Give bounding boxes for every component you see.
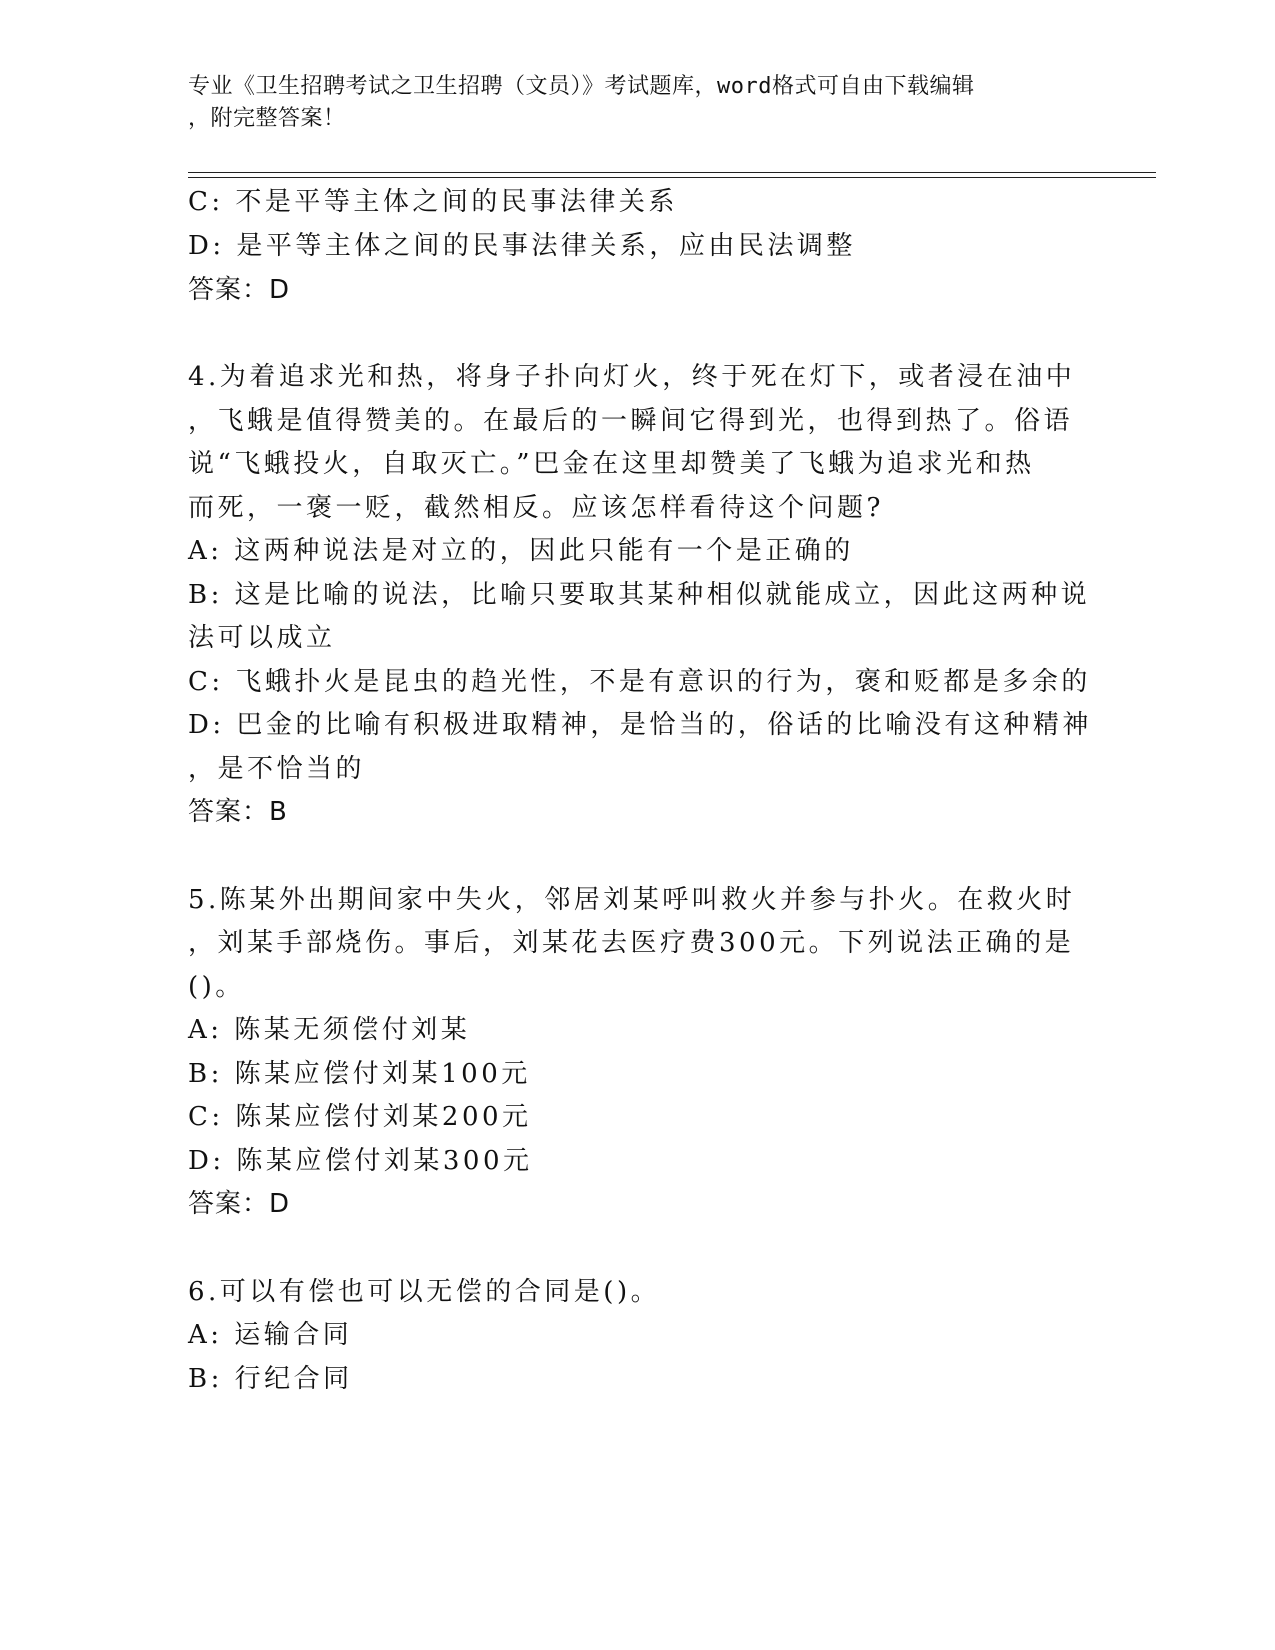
document-header-line-1: 专业《卫生招聘考试之卫生招聘（文员）》考试题库，word格式可自由下载编辑	[188, 74, 975, 99]
q6-stem-line-1: 6.可以有偿也可以无偿的合同是()。	[188, 1277, 661, 1307]
q4-stem-line-4: 而死，一褒一贬，截然相反。应该怎样看待这个问题?	[188, 493, 884, 523]
q4-stem-line-3: 说“飞蛾投火，自取灭亡。”巴金在这里却赞美了飞蛾为追求光和热	[188, 449, 1035, 479]
q4-option-c: C: 飞蛾扑火是昆虫的趋光性，不是有意识的行为，褒和贬都是多余的	[188, 667, 1091, 697]
q3-option-d: D: 是平等主体之间的民事法律关系，应由民法调整	[188, 231, 856, 261]
q5-option-c: C: 陈某应偿付刘某200元	[188, 1102, 532, 1132]
q4-option-d-line-1: D: 巴金的比喻有积极进取精神，是恰当的，俗话的比喻没有这种精神	[188, 710, 1092, 740]
q5-option-a: A: 陈某无须偿付刘某	[188, 1015, 471, 1045]
q4-option-a: A: 这两种说法是对立的，因此只能有一个是正确的	[188, 536, 854, 566]
q3-option-c: C: 不是平等主体之间的民事法律关系	[188, 187, 678, 217]
q5-stem-line-3: ()。	[188, 972, 245, 1002]
q4-option-d-line-2: ，是不恰当的	[188, 754, 366, 784]
q5-stem-line-2: ，刘某手部烧伤。事后，刘某花去医疗费300元。下列说法正确的是	[188, 928, 1075, 958]
q4-stem-line-2: ，飞蛾是值得赞美的。在最后的一瞬间它得到光，也得到热了。俗语	[188, 406, 1074, 436]
q5-option-d: D: 陈某应偿付刘某300元	[188, 1146, 533, 1176]
q4-option-b-line-2: 法可以成立	[188, 623, 336, 653]
document-header-line-2: ，附完整答案！	[188, 106, 346, 131]
q5-option-b: B: 陈某应偿付刘某100元	[188, 1059, 531, 1089]
q5-answer: 答案：D	[188, 1189, 291, 1219]
q6-option-b: B: 行纪合同	[188, 1364, 353, 1394]
header-divider-bottom	[188, 177, 1156, 178]
q6-option-a: A: 运输合同	[188, 1320, 353, 1350]
q4-answer: 答案：B	[188, 797, 288, 827]
q3-answer: 答案：D	[188, 275, 291, 305]
q4-option-b-line-1: B: 这是比喻的说法，比喻只要取其某种相似就能成立，因此这两种说	[188, 580, 1091, 610]
q4-stem-line-1: 4.为着追求光和热，将身子扑向灯火，终于死在灯下，或者浸在油中	[188, 362, 1076, 392]
q5-stem-line-1: 5.陈某外出期间家中失火，邻居刘某呼叫救火并参与扑火。在救火时	[188, 885, 1076, 915]
header-divider-top	[188, 172, 1156, 173]
